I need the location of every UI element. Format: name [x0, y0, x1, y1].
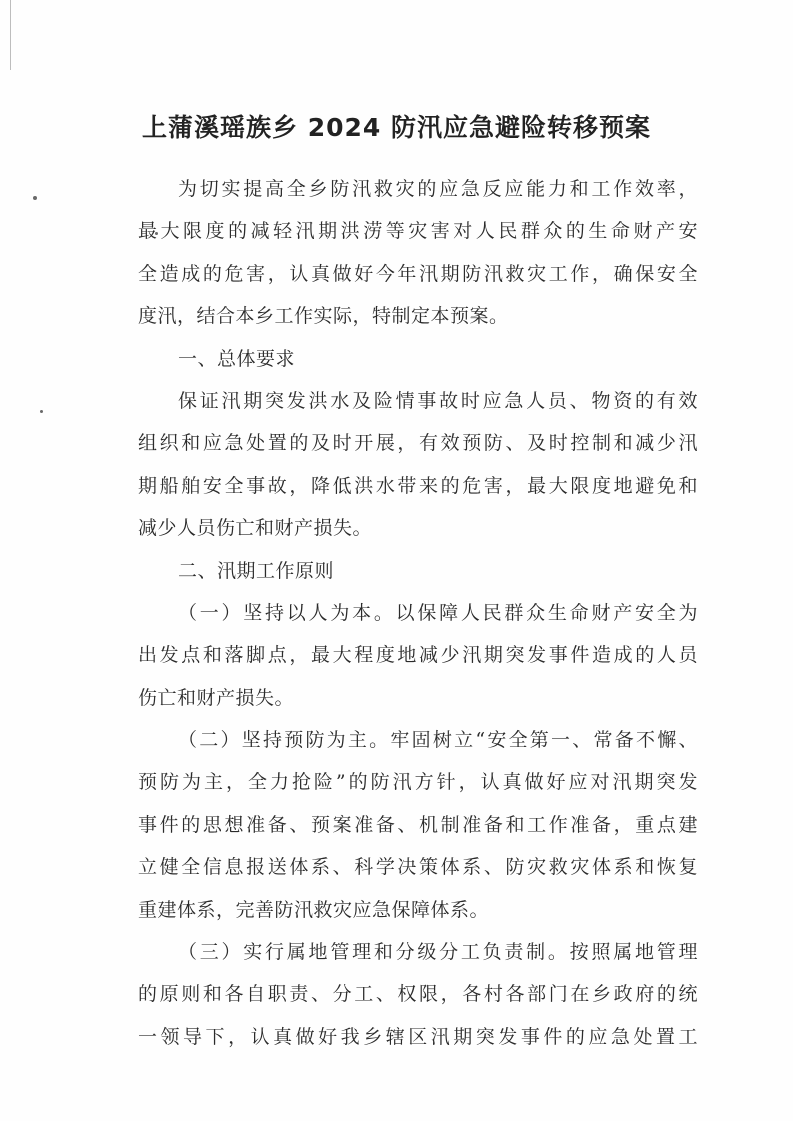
paragraph-line: 事件的思想准备、预案准备、机制准备和工作准备，重点建: [138, 813, 698, 836]
paragraph-line: 伤亡和财产损失。: [138, 686, 295, 709]
paragraph-line: 组织和应急处置的及时开展，有效预防、及时控制和减少汛: [138, 432, 698, 455]
scan-speck: [40, 410, 43, 413]
section-heading: 二、汛期工作原则: [178, 559, 335, 582]
section-heading: 一、总体要求: [178, 347, 296, 370]
paragraph-line: 度汛，结合本乡工作实际，特制定本预案。: [138, 305, 509, 328]
paragraph-line: 一领导下，认真做好我乡辖区汛期突发事件的应急处置工: [138, 1025, 698, 1048]
scan-edge-line: [10, 0, 11, 70]
paragraph-line: （二）坚持预防为主。牢固树立“安全第一、常备不懈、: [178, 729, 698, 752]
paragraph-line: （一）坚持以人为本。以保障人民群众生命财产安全为: [178, 601, 698, 624]
paragraph-line: 全造成的危害，认真做好今年汛期防汛救灾工作，确保安全: [138, 262, 698, 285]
scan-speck: [33, 196, 37, 200]
paragraph-line: 最大限度的减轻汛期洪涝等灾害对人民群众的生命财产安: [138, 220, 698, 243]
paragraph-line: 期船舶安全事故，降低洪水带来的危害，最大限度地避免和: [138, 474, 698, 497]
paragraph-line: 立健全信息报送体系、科学决策体系、防灾救灾体系和恢复: [138, 856, 698, 879]
paragraph-line: 减少人员伤亡和财产损失。: [138, 517, 373, 540]
paragraph-line: 出发点和落脚点，最大程度地减少汛期突发事件造成的人员: [138, 644, 698, 667]
paragraph-line: 的原则和各自职责、分工、权限，各村各部门在乡政府的统: [138, 983, 698, 1006]
document-title: 上蒲溪瑶族乡 2024 防汛应急避险转移预案: [142, 113, 651, 142]
paragraph-line: （三）实行属地管理和分级分工负责制。按照属地管理: [178, 941, 698, 964]
document-body: [138, 168, 698, 1058]
paragraph-line: 为切实提高全乡防汛救灾的应急反应能力和工作效率，: [178, 178, 698, 200]
paragraph-line: 预防为主，全力抢险”的防汛方针，认真做好应对汛期突发: [138, 771, 698, 794]
paragraph-line: 重建体系，完善防汛救灾应急保障体系。: [138, 898, 490, 921]
paragraph-line: 保证汛期突发洪水及险情事故时应急人员、物资的有效: [178, 389, 698, 412]
